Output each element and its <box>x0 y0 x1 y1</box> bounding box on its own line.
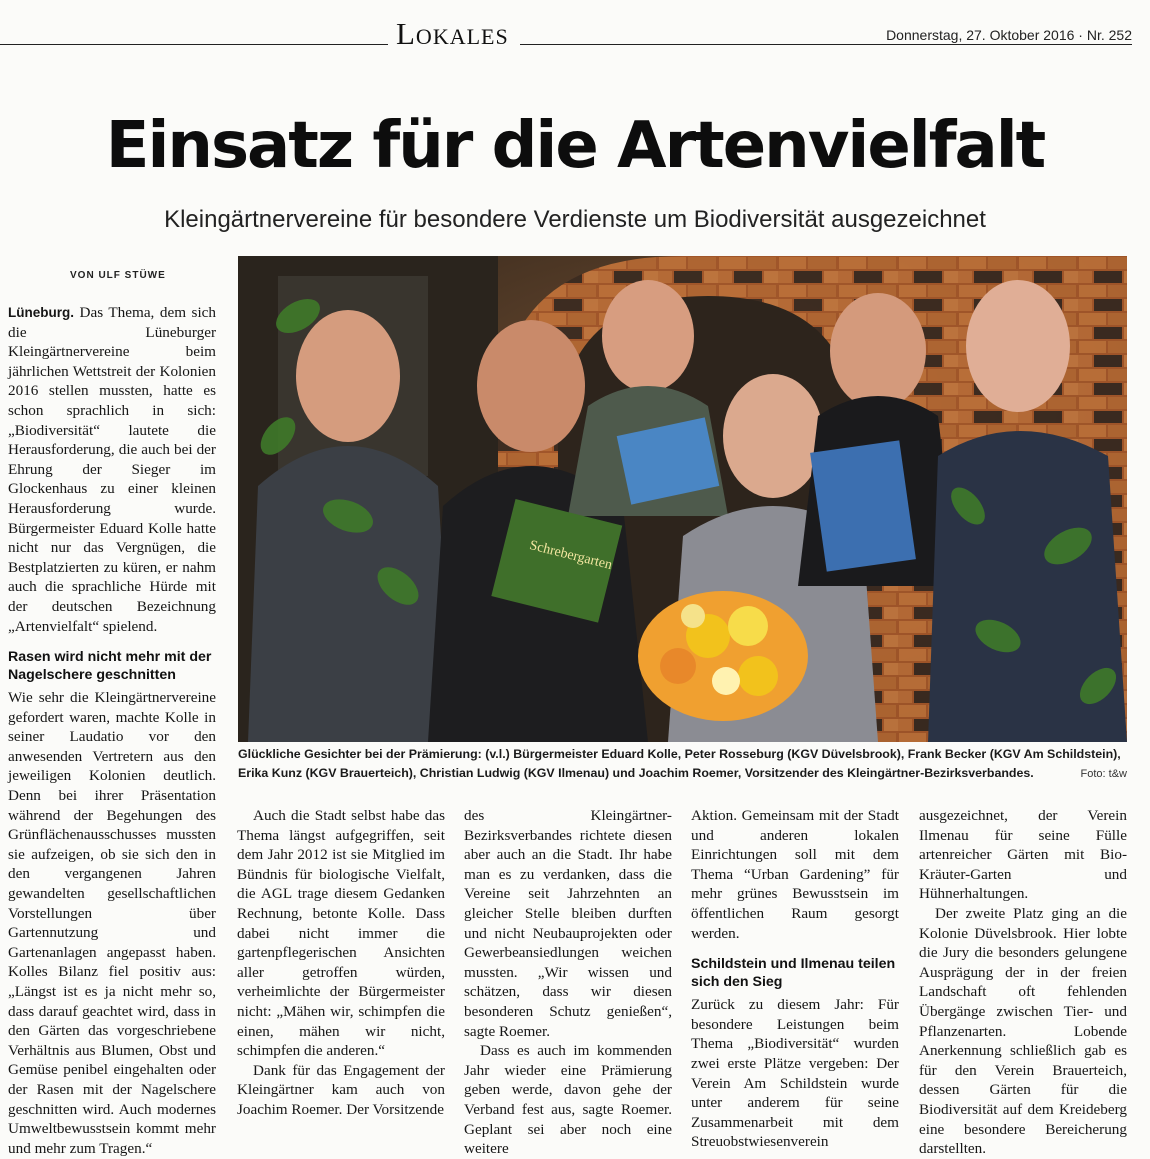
column-subhead: Rasen wird nicht mehr mit der Nagelschere geschnitten <box>8 649 212 684</box>
paragraph: Zurück zu diesem Jahr: Für besondere Leistungen beim Thema „Biodiversität“ wurden zwei erste Plätze vergeben: Der Verein Am Schildstein wurde unter anderem für seine Zusammenarbeit mit dem Streuobstwiesenverein <box>691 996 899 1151</box>
photo-caption: Glückliche Gesichter bei der Prämierung: (v.l.) Bürgermeister Eduard Kolle, Peter Rosseburg (KGV Düvelsbrook), Frank Becker (KGV Am Schildstein), Erika Kunz (KGV Brauerteich), Christian Ludwig (KGV Ilmenau) und Joachim Roemer, Vorsitzender des Kleingärtner-Bezirksverbandes. <box>238 747 1121 780</box>
paragraph: ausgezeichnet, der Verein Ilmenau für seine Fülle artenreicher Gärten mit Bio-Kräuter-Garten und Hühnerhaltungen. <box>919 807 1127 903</box>
issue-date: Donnerstag, 27. Oktober 2016 · Nr. 252 <box>886 27 1132 43</box>
header-rule-right <box>520 44 1132 45</box>
flower-bouquet <box>638 591 808 721</box>
group-photo <box>238 256 1127 742</box>
byline: VON ULF STÜWE <box>70 270 166 281</box>
headline: Einsatz für die Artenvielfalt <box>105 109 1045 183</box>
paragraph: Dass es auch im kommenden Jahr wieder eine Prämierung geben werde, davon gehe der Verband fest aus, sagte Roemer. Geplant sei aber noch eine weitere <box>464 1042 672 1158</box>
paragraph: Dank für das Engagement der Kleingärtner kam auch von Joachim Roemer. Der Vorsitzende <box>237 1061 445 1118</box>
paragraph <box>8 303 216 636</box>
column-5 <box>919 806 1127 1159</box>
paragraph: Der zweite Platz ging an die Kolonie Düvelsbrook. Hier lobte die Jury die besonders gelungene Ausprägung der in der freien Landschaft oft fehlenden Übergänge zwischen Tier- und Pflanzenarten. Lobende Anerkennung schließlich gab es für den Verein Brauerteich, dessen Gärten für die Biodiversität auf dem Kreideberg eine besondere Bereicherung darstellten. <box>919 904 1127 1158</box>
book-title-text: Schrebergarten <box>527 538 614 574</box>
dateline: Lüneburg. <box>8 305 74 320</box>
photo-credit: Foto: t&w <box>1080 768 1127 780</box>
subheadline: Kleingärtnervereine für besondere Verdienste um Biodiversität ausgezeichnet <box>164 206 986 233</box>
photo-illustration <box>238 256 1127 742</box>
column-subhead: Schildstein und Ilmenau teilen sich den Sieg <box>691 956 896 991</box>
paragraph: des Kleingärtner-Bezirksverbandes richtete diesen aber auch an die Stadt. Ihr habe man es zu verdanken, dass die Vereine seit Jahrzehnten an gleicher Stelle bleiben durften und nicht Neubauprojekten oder Gewerbeansiedlungen weichen mussten. „Wir wissen und schätzen, dass wir diesen besonderen Schutz genießen“, sagte Roemer. <box>464 807 672 1040</box>
column-3 <box>464 806 672 1159</box>
header-rule-left <box>0 44 388 45</box>
paragraph: Aktion. Gemeinsam mit der Stadt und anderen lokalen Einrichtungen soll mit dem Thema “Urban Gardening” für mehr grünes Bewusstsein im öffentlichen Raum gesorgt werden. <box>691 807 899 942</box>
paragraph: Wie sehr die Kleingärtnervereine gefordert waren, machte Kolle in seiner Laudatio vor den anwesenden Vertretern aus den jeweiligen Kolonien deutlich. Denn bei ihrer Präsentation während der Begehungen des Grünflächenausschusses mussten sie aufzeigen, ob sie sich den in den vergangenen Jahren gewandelten gesellschaftlichen Vorstellungen über Gartennutzung und Gartenanlagen angepasst haben. Kolles Bilanz fiel positiv aus: „Längst ist es ja nicht mehr so, dass darauf geachtet wird, dass in den Gärten das vorgeschriebene Verhältnis aus Blumen, Obst und Gemüse penibel eingehalten oder der Rasen mit der Nagelschere geschnitten wird. Auch modernes Umweltbewusstsein kommt mehr und mehr zum Tragen.“ <box>8 689 216 1157</box>
paragraph-text: Das Thema, dem sich die Lüneburger Kleingärtnervereine beim jährlichen Wettstreit der Kolonien 2016 stellen mussten, hatte es schon sprachlich in sich: „Biodiversität“ lautete die Herausforderung, die auch bei der Ehrung der Sieger im Glockenhaus zu einer kleinen Herausforderung wurde. Bürgermeister Eduard Kolle hatte nicht nur das Vergnügen, die Bestplatzierten zu küren, er nahm auch die sprachliche Hürde mit der deutschen Bezeichnung „Artenvielfalt“ spielend. <box>8 304 217 635</box>
column-2 <box>237 806 445 1120</box>
section-name: Lokales <box>396 16 509 51</box>
paragraph: Auch die Stadt selbst habe das Thema längst aufgegriffen, seit dem Jahr 2012 ist sie Mitglied im Bündnis für biologische Vielfalt, die AGL trage diesem Gedanken Rechnung, betonte Kolle. Dass dabei nicht immer die gartenpflegerischen Ansichten aller getroffen würden, verheimlichte der Bürgermeister nicht: „Mähen wir, schimpfen die einen, mähen wir nicht, schimpfen die anderen.“ <box>237 807 445 1060</box>
column-1 <box>8 303 216 1158</box>
column-4 <box>691 806 899 1152</box>
